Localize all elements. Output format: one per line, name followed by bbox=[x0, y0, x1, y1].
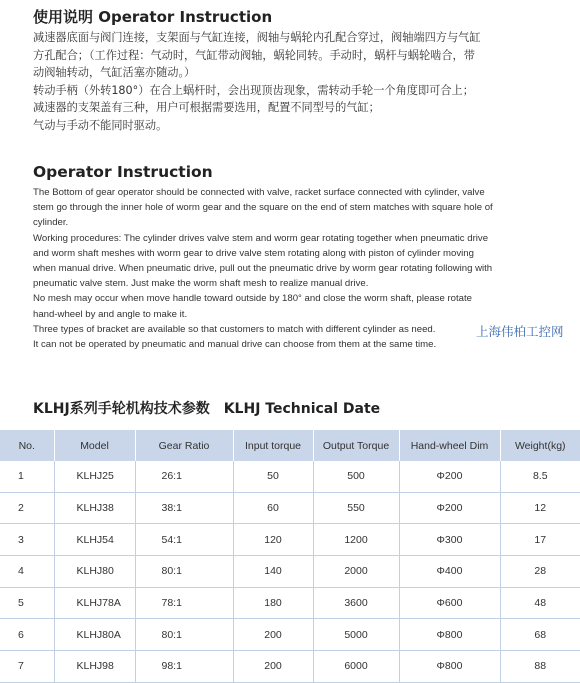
cell-output-torque: 3600 bbox=[313, 587, 399, 619]
en-line: cylinder. bbox=[33, 217, 69, 229]
cell-model: KLHJ80A bbox=[54, 619, 135, 651]
en-line: No mesh may occur when move handle toward outside by 180° and close the worm shaft, please rotate bbox=[33, 293, 472, 305]
technical-data-table bbox=[0, 430, 580, 683]
en-line: Working procedures: The cylinder drives valve stem and worm gear rotating together when pneumatic drive bbox=[33, 232, 489, 244]
zh-line: 转动手柄（外转180°）在合上蜗杆时，会出现顶齿现象，需转动手轮一个角度即可合上； bbox=[33, 83, 474, 97]
tech-table-title bbox=[33, 398, 380, 418]
cell-no: 3 bbox=[0, 524, 54, 556]
cell-model: KLHJ54 bbox=[54, 524, 135, 556]
cell-no: 7 bbox=[0, 651, 54, 683]
cell-output-torque: 550 bbox=[313, 492, 399, 524]
cell-no: 6 bbox=[0, 619, 54, 651]
header-gear-ratio: Gear Ratio bbox=[135, 430, 233, 461]
zh-line: 方孔配合；（工作过程：气动时，气缸带动阀轴，蜗轮同转。手动时，蜗杆与蜗轮啮合，带 bbox=[33, 48, 475, 62]
cell-gear-ratio: 54:1 bbox=[135, 524, 233, 556]
cell-output-torque: 5000 bbox=[313, 619, 399, 651]
header-hand-wheel-dim: Hand-wheel Dim bbox=[399, 430, 500, 461]
tech-title-en: KLHJ Technical Date bbox=[223, 401, 381, 417]
cell-hand-wheel-dim: Φ200 bbox=[399, 492, 500, 524]
cell-gear-ratio: 38:1 bbox=[135, 492, 233, 524]
cell-gear-ratio: 26:1 bbox=[135, 461, 233, 492]
cell-hand-wheel-dim: Φ300 bbox=[399, 524, 500, 556]
table-row bbox=[0, 492, 580, 524]
cell-gear-ratio: 80:1 bbox=[135, 619, 233, 651]
zh-title: 使用说明 Operator Instruction bbox=[33, 8, 273, 26]
header-input-torque: Input torque bbox=[233, 430, 313, 461]
cell-input-torque: 120 bbox=[233, 524, 313, 556]
cell-hand-wheel-dim: Φ800 bbox=[399, 651, 500, 683]
cell-no: 2 bbox=[0, 492, 54, 524]
table-row bbox=[0, 461, 580, 492]
cell-weight: 88 bbox=[500, 651, 580, 683]
en-line: The Bottom of gear operator should be connected with valve, racket surface connected with cylinder, valve bbox=[33, 187, 485, 198]
header-model: Model bbox=[54, 430, 135, 461]
cell-output-torque: 1200 bbox=[313, 524, 399, 556]
cell-model: KLHJ98 bbox=[54, 651, 135, 683]
cell-hand-wheel-dim: Φ800 bbox=[399, 619, 500, 651]
zh-line: 动阀轴转动，气缸活塞亦随动。） bbox=[33, 66, 196, 79]
cell-input-torque: 50 bbox=[233, 461, 313, 492]
cell-hand-wheel-dim: Φ200 bbox=[399, 461, 500, 492]
cell-input-torque: 200 bbox=[233, 651, 313, 683]
cell-model: KLHJ80 bbox=[54, 556, 135, 588]
cell-hand-wheel-dim: Φ400 bbox=[399, 556, 500, 588]
cell-no: 4 bbox=[0, 556, 54, 588]
tech-title-zh: KLHJ系列手轮机构技术参数 bbox=[33, 401, 210, 417]
table-row bbox=[0, 619, 580, 651]
cell-hand-wheel-dim: Φ600 bbox=[399, 587, 500, 619]
cell-gear-ratio: 98:1 bbox=[135, 651, 233, 683]
table-row bbox=[0, 587, 580, 619]
header-weight: Weight(kg) bbox=[500, 430, 580, 461]
en-line: It can not be operated by pneumatic and manual drive can choose from them at the same time. bbox=[33, 339, 437, 351]
zh-line: 减速器的支架盖有三种，用户可根据需要选用，配置不同型号的气缸； bbox=[33, 101, 380, 114]
zh-line: 气动与手动不能同时驱动。 bbox=[33, 118, 168, 132]
cell-gear-ratio: 78:1 bbox=[135, 587, 233, 619]
table-row bbox=[0, 556, 580, 588]
cell-output-torque: 6000 bbox=[313, 651, 399, 683]
en-line: and worm shaft meshes with worm gear to drive valve stem rotating along with piston of cylinder moving bbox=[33, 247, 474, 259]
en-line: hand-wheel by and angle to make it. bbox=[33, 308, 188, 320]
cell-input-torque: 60 bbox=[233, 492, 313, 524]
cell-weight: 48 bbox=[500, 587, 580, 619]
cell-output-torque: 500 bbox=[313, 461, 399, 492]
header-output-torque: Output Torque bbox=[313, 430, 399, 461]
cell-weight: 17 bbox=[500, 524, 580, 556]
cell-output-torque: 2000 bbox=[313, 556, 399, 588]
cell-weight: 12 bbox=[500, 492, 580, 524]
table-row bbox=[0, 651, 580, 683]
cell-input-torque: 200 bbox=[233, 619, 313, 651]
zh-line: 减速器底面与阀门连接，支架面与气缸连接，阀轴与蜗轮内孔配合穿过，阀轴端四方与气缸 bbox=[33, 31, 481, 44]
cell-model: KLHJ38 bbox=[54, 492, 135, 524]
cell-weight: 68 bbox=[500, 619, 580, 651]
header-no: No. bbox=[0, 430, 54, 461]
cell-input-torque: 140 bbox=[233, 556, 313, 588]
cell-no: 5 bbox=[0, 587, 54, 619]
watermark-text: 上海伟柏工控网 bbox=[476, 324, 564, 339]
en-line: Three types of bracket are available so that customers to match with different cylinder as need. bbox=[33, 323, 436, 335]
zh-instructions bbox=[33, 29, 553, 134]
en-line: stem go through the inner hole of worm gear and the square on the end of stem matches with square hole of bbox=[33, 202, 493, 214]
table-row bbox=[0, 524, 580, 556]
cell-weight: 28 bbox=[500, 556, 580, 588]
cell-no: 1 bbox=[0, 461, 54, 492]
en-line: pneumatic valve stem. Just make the worm shaft mesh to realize manual drive. bbox=[33, 278, 369, 290]
cell-gear-ratio: 80:1 bbox=[135, 556, 233, 588]
cell-input-torque: 180 bbox=[233, 587, 313, 619]
en-title: Operator Instruction bbox=[33, 163, 213, 181]
en-line: when manual drive. When pneumatic drive, pull out the pneumatic drive by worm gear rotating following with bbox=[33, 263, 493, 275]
cell-model: KLHJ25 bbox=[54, 461, 135, 492]
table-header-row bbox=[0, 430, 580, 461]
cell-model: KLHJ78A bbox=[54, 587, 135, 619]
cell-weight: 8.5 bbox=[500, 461, 580, 492]
